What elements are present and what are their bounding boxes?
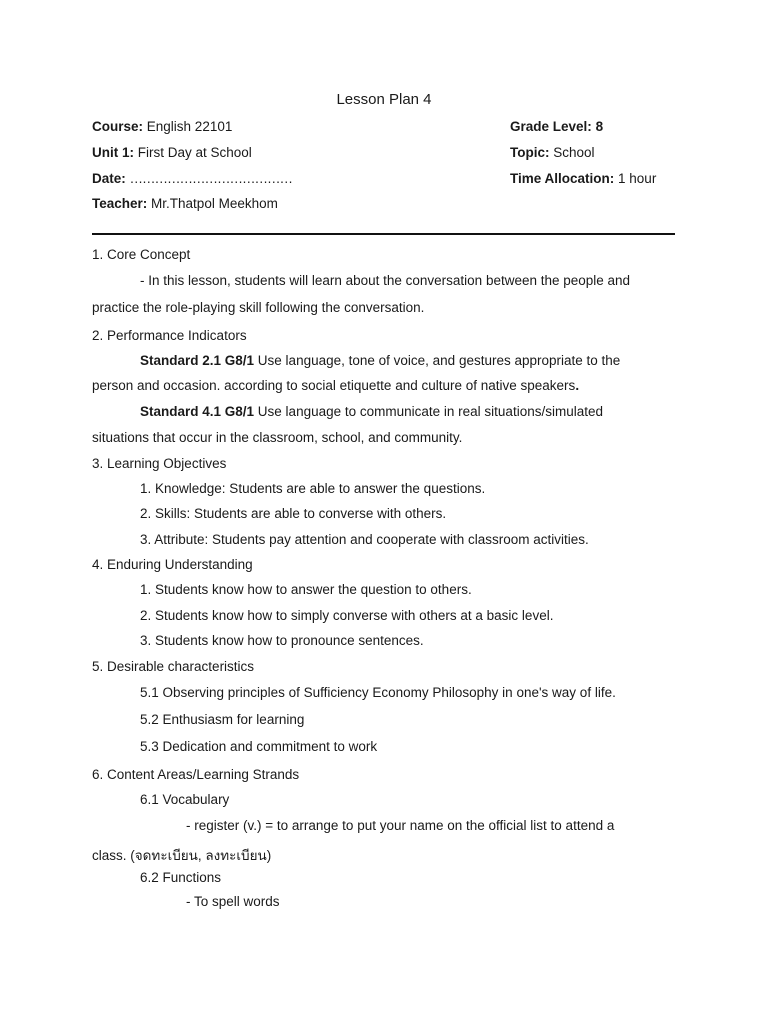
section-heading-core-concept: 1. Core Concept: [92, 247, 191, 262]
enduring-understanding-item: 3. Students know how to pronounce sentences.: [140, 633, 424, 648]
course-label: Course:: [92, 119, 144, 134]
enduring-understanding-item: 1. Students know how to answer the question to others.: [140, 582, 472, 597]
standard-2-1-label: Standard 2.1 G8/1: [140, 353, 255, 368]
date-label: Date:: [92, 171, 126, 186]
unit-label: Unit 1:: [92, 145, 134, 160]
time-value: 1 hour: [618, 171, 657, 186]
header-divider: [92, 233, 675, 235]
standard-2-1-period: .: [575, 378, 580, 393]
learning-objective-item: 2. Skills: Students are able to converse with others.: [140, 506, 447, 521]
desirable-characteristic-item: 5.1 Observing principles of Sufficiency Economy Philosophy in one's way of life.: [140, 685, 616, 700]
date-field: [92, 171, 292, 186]
core-concept-line-1: - In this lesson, students will learn about the conversation between the people and: [140, 273, 631, 288]
time-field: [510, 171, 656, 186]
teacher-value: Mr.Thatpol Meekhom: [151, 196, 278, 211]
vocabulary-line-1: - register (v.) = to arrange to put your name on the official list to attend a: [186, 818, 615, 833]
section-heading-enduring-understanding: 4. Enduring Understanding: [92, 557, 253, 572]
section-heading-performance-indicators: 2. Performance Indicators: [92, 328, 247, 343]
unit-value: First Day at School: [137, 145, 252, 160]
teacher-label: Teacher:: [92, 196, 148, 211]
enduring-understanding-item: 2. Students know how to simply converse with others at a basic level.: [140, 608, 554, 623]
course-value: English 22101: [146, 119, 233, 134]
standard-4-1-line-1: [140, 404, 603, 419]
standard-4-1-line-2: situations that occur in the classroom, school, and community.: [92, 430, 463, 445]
course-field: [92, 119, 232, 134]
section-heading-desirable-characteristics: 5. Desirable characteristics: [92, 659, 255, 674]
teacher-field: [92, 196, 278, 211]
standard-2-1-line-1: [140, 353, 620, 368]
grade-field: [510, 119, 603, 134]
time-label: Time Allocation:: [510, 171, 615, 186]
desirable-characteristic-item: 5.2 Enthusiasm for learning: [140, 712, 305, 727]
standard-2-1-text: Use language, tone of voice, and gestures appropriate to the: [254, 353, 621, 368]
date-value: …………………………………: [129, 171, 293, 186]
topic-value: School: [553, 145, 595, 160]
section-heading-learning-objectives: 3. Learning Objectives: [92, 456, 227, 471]
subheading-functions: 6.2 Functions: [140, 870, 222, 885]
topic-label: Topic:: [510, 145, 550, 160]
standard-2-1-continuation: person and occasion. according to social etiquette and culture of native speakers: [92, 378, 576, 393]
grade-label: Grade Level:: [510, 119, 592, 134]
standard-4-1-label: Standard 4.1 G8/1: [140, 404, 255, 419]
section-heading-content-areas: 6. Content Areas/Learning Strands: [92, 767, 300, 782]
desirable-characteristic-item: 5.3 Dedication and commitment to work: [140, 739, 378, 754]
standard-4-1-text: Use language to communicate in real situations/simulated: [254, 404, 603, 419]
grade-value: 8: [595, 119, 604, 134]
learning-objective-item: 1. Knowledge: Students are able to answer the questions.: [140, 481, 486, 496]
standard-2-1-line-2: [92, 378, 579, 393]
topic-field: [510, 145, 595, 160]
subheading-vocabulary: 6.1 Vocabulary: [140, 792, 230, 807]
vocabulary-line-2: class. (จดทะเบียน, ลงทะเบียน): [92, 848, 272, 863]
page-title: Lesson Plan 4: [336, 91, 432, 108]
core-concept-line-2: practice the role-playing skill following the conversation.: [92, 300, 425, 315]
functions-line-1: - To spell words: [186, 894, 280, 909]
learning-objective-item: 3. Attribute: Students pay attention and cooperate with classroom activities.: [140, 532, 589, 547]
unit-field: [92, 145, 252, 160]
